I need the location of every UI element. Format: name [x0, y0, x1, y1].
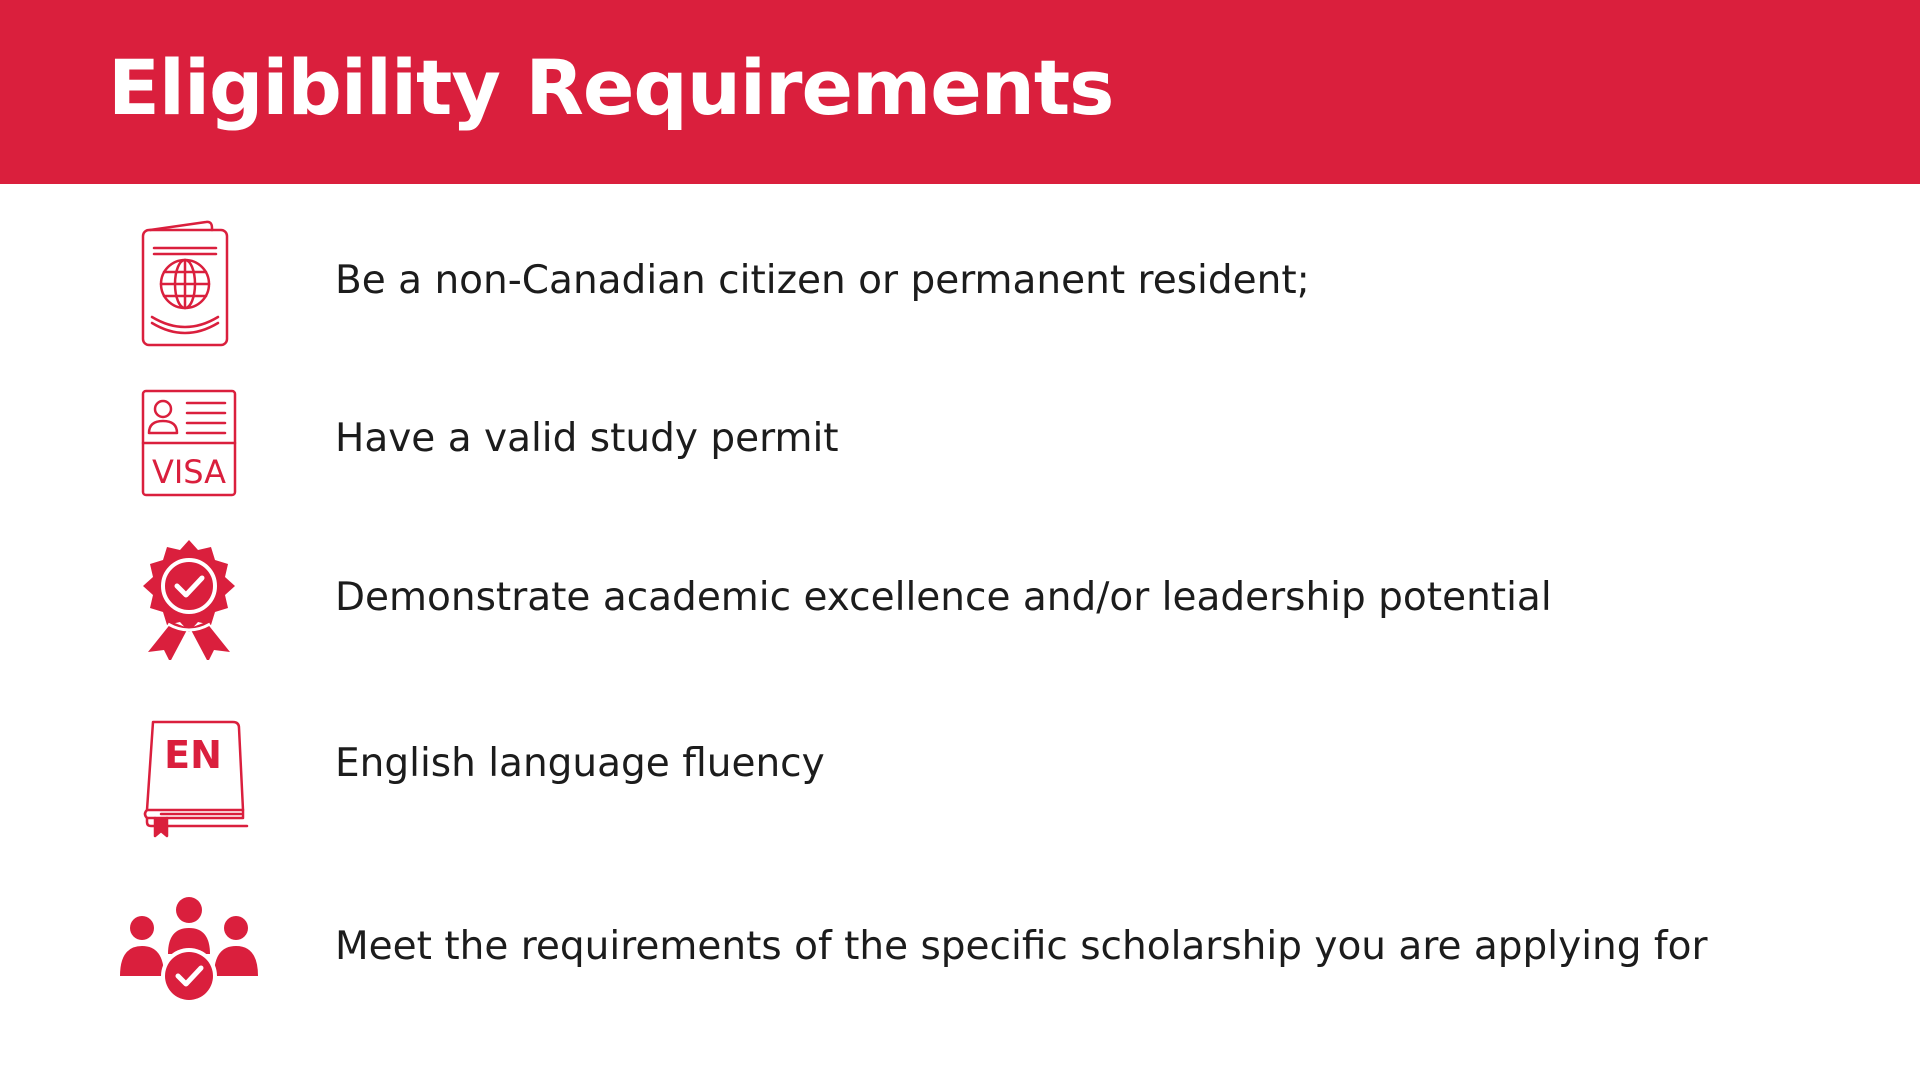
requirement-text: Demonstrate academic excellence and/or leadership potential — [335, 575, 1552, 620]
english-icon-label: EN — [164, 733, 222, 777]
passport-icon — [140, 220, 230, 348]
group-check-icon — [118, 896, 260, 1004]
page-title: Eligibility Requirements — [108, 43, 1114, 132]
header-banner — [0, 0, 1920, 184]
visa-icon — [141, 389, 237, 497]
visa-icon-label: VISA — [151, 453, 227, 491]
requirement-text: English language fluency — [335, 741, 825, 786]
english-book-icon — [141, 718, 251, 838]
requirement-text: Meet the requirements of the specific scholarship you are applying for — [335, 924, 1708, 969]
award-badge-icon — [138, 540, 240, 660]
requirement-text: Have a valid study permit — [335, 416, 839, 461]
requirement-text: Be a non-Canadian citizen or permanent resident; — [335, 258, 1310, 303]
